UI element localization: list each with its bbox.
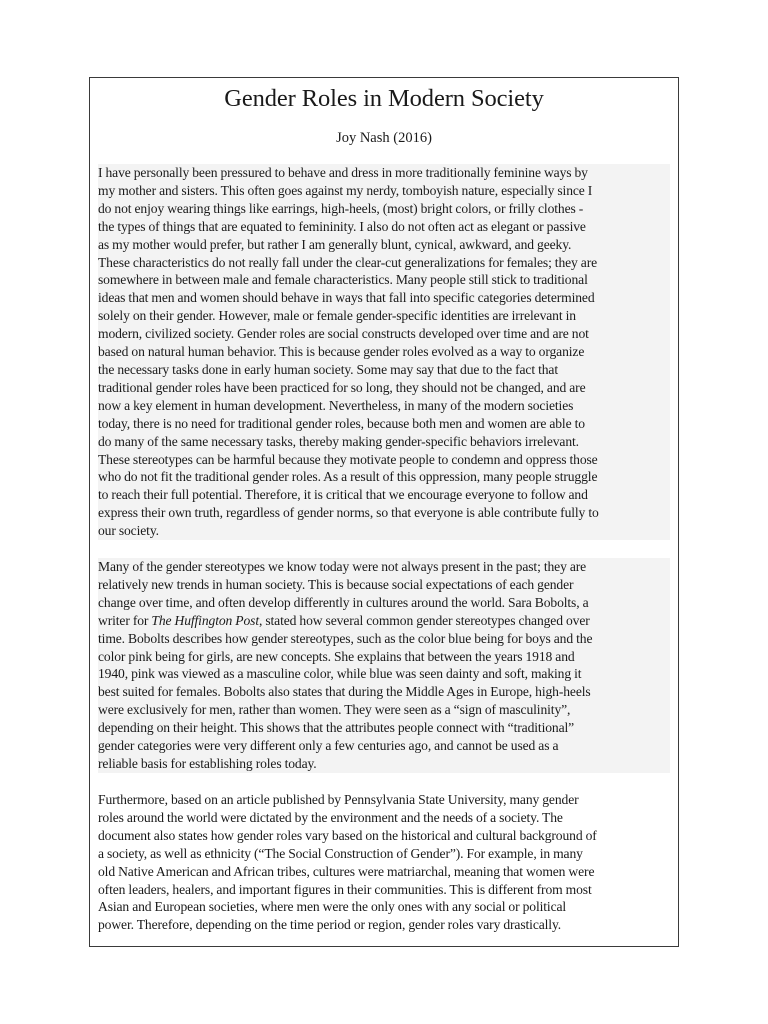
paragraph-2-text-end: , stated how several common gender stereotypes changed over time. Bobolts describes how gender stereotypes, such as the color blue being for boys and the color pink being for girls, are new concepts. She explains that between the years 1918 and 1940, pink was viewed as a masculine color, while blue was seen dainty and soft, making it best suited for females. Bobolts also states that during the Middle Ages in Europe, high-heels were exclusively for men, rather than women. They were seen as a “sign of masculinity”, depending on their height. This shows that the attributes people connect with “traditional” gender categories were very different only a few centuries ago, and cannot be used as a reliable basis for establishing roles today. — [98, 612, 593, 771]
body-paragraph-1: I have personally been pressured to behave and dress in more traditionally feminine ways by my mother and sisters. This often goes against my nerdy, tomboyish nature, especially since I do not enjoy wearing things like earrings, high-heels, (most) bright colors, or frilly clothes - the types of things that are equated to femininity. I also do not often act as elegant or passive as my mother would prefer, but rather I am generally blunt, cynical, awkward, and geeky. These characteristics do not really fall under the clear-cut generalizations for females; they are somewhere in between male and female characteristics. Many people still stick to traditional ideas that men and women should behave in ways that fall into specific categories determined solely on their gender. However, male or female gender-specific identities are irrelevant in modern, civilized society. Gender roles are social constructs developed over time and are not based on natural human behavior. This is because gender roles evolved as a way to organize the necessary tasks done in early human society. Some may say that due to the fact that traditional gender roles have been practiced for so long, they should not be changed, and are now a key element in human development. Nevertheless, in many of the modern societies today, there is no need for traditional gender roles, because both men and women are able to do many of the same necessary tasks, thereby making gender-specific behaviors irrelevant. These stereotypes can be harmful because they motivate people to condemn and oppress those who do not fit the traditional gender roles. As a result of this oppression, many people struggle to reach their full potential. Therefore, it is critical that we encourage everyone to follow and express their own truth, regardless of gender norms, so that everyone is able contribute fully to our society. — [98, 164, 670, 540]
body-paragraph-2 — [98, 558, 670, 773]
body-paragraph-3: Furthermore, based on an article published by Pennsylvania State University, many gender roles around the world were dictated by the environment and the needs of a society. The document also states how gender roles vary based on the historical and cultural background of a society, as well as ethnicity (“The Social Construction of Gender”). For example, in many old Native American and African tribes, cultures were matriarchal, meaning that women were often leaders, healers, and important figures in their communities. This is different from most Asian and European societies, where men were the only ones with any social or political power. Therefore, depending on the time period or region, gender roles vary drastically. — [98, 792, 597, 933]
paragraph-2-text-start: Many of the gender stereotypes we know today were not always present in the past; they are relatively new trends in human society. This is because social expectations of each gender change over time, and often develop differently in cultures around the world. Sara Bobolts, a writer for — [98, 559, 589, 628]
document-title: Gender Roles in Modern Society — [224, 85, 544, 112]
publication-title: The Huffington Post — [151, 612, 259, 628]
document-author: Joy Nash (2016) — [336, 130, 432, 146]
document-page — [89, 77, 679, 947]
